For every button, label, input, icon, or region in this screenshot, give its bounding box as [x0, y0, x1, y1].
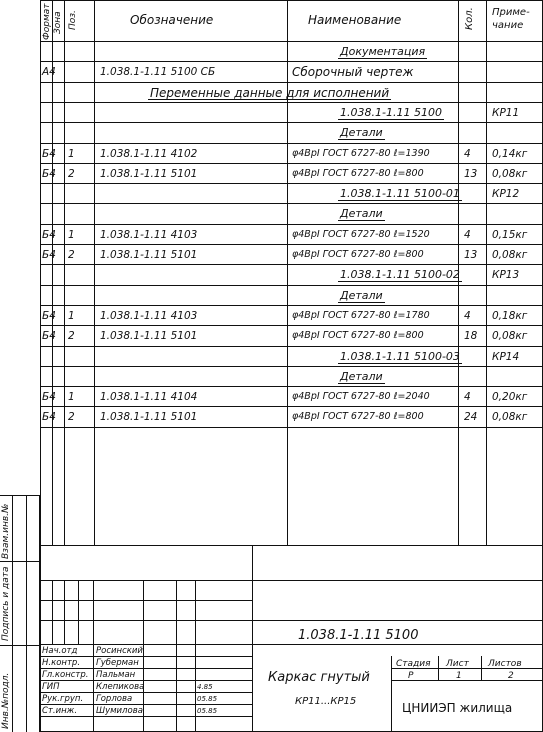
- cell-note: КР12: [492, 188, 520, 200]
- cell-qty: 4: [464, 148, 471, 160]
- cell-name: φ4ВрI ГОСТ 6727-80 ℓ=1390: [292, 148, 430, 159]
- tb-line: [481, 656, 482, 680]
- signer-role: Ст.инж.: [42, 706, 78, 716]
- header-designation: Обозначение: [130, 13, 214, 27]
- row-line: [40, 366, 543, 367]
- signer-role: Н.контр.: [42, 658, 81, 668]
- row-line: [40, 163, 543, 164]
- tb-line: [252, 545, 253, 732]
- header-line: [40, 41, 543, 42]
- cell-designation: 1.038.1-1.11 5100 СБ: [100, 66, 216, 78]
- side-line: [12, 495, 13, 732]
- cell-qty: 13: [464, 168, 478, 180]
- tb-line: [40, 620, 543, 621]
- cell-name: 1.038.1-1.11 5100-02: [340, 268, 460, 281]
- cell-pos: 1: [68, 391, 75, 403]
- cell-name: 1.038.1-1.11 5100: [340, 106, 442, 119]
- signer-role: Рук.груп.: [42, 694, 84, 704]
- tb-sheet-label: Лист: [446, 659, 469, 669]
- row-line: [40, 183, 543, 184]
- row-line: [40, 203, 543, 204]
- signer-name: Росинский: [96, 646, 143, 656]
- cell-pos: 2: [68, 411, 75, 423]
- signer-date: 05.85: [197, 707, 218, 715]
- cell-name: φ4ВрI ГОСТ 6727-80 ℓ=800: [292, 330, 424, 341]
- side-inv-replace: Взам.инв.№: [1, 503, 11, 559]
- row-line: [40, 406, 543, 407]
- cell-format: Б4: [42, 391, 56, 403]
- signer-name: Горлова: [96, 694, 133, 704]
- cell-format: Б4: [42, 229, 56, 241]
- cell-name: Детали: [340, 370, 383, 383]
- frame-top: [40, 0, 543, 1]
- tb-title: Каркас гнутый: [268, 670, 370, 685]
- cell-qty: 18: [464, 330, 478, 342]
- cell-format: Б4: [42, 310, 56, 322]
- tb-line: [40, 580, 543, 581]
- signer-name: Пальман: [96, 670, 136, 680]
- row-line: [40, 82, 543, 83]
- cell-name: Детали: [340, 289, 383, 302]
- cell-note: 0,14кг: [492, 148, 528, 160]
- cell-name: 1.038.1-1.11 5100-03: [340, 350, 460, 363]
- cell-note: 0,20кг: [492, 391, 528, 403]
- tb-line: [64, 580, 65, 644]
- tb-line: [52, 580, 53, 644]
- cell-note: 0,08кг: [492, 411, 528, 423]
- cell-designation: 1.038.1-1.11 5101: [100, 411, 198, 423]
- row-line: [40, 61, 543, 62]
- cell-name: φ4ВрI ГОСТ 6727-80 ℓ=2040: [292, 391, 430, 402]
- side-stamp: [0, 495, 40, 732]
- cell-pos: 2: [68, 249, 75, 261]
- signer-role: Нач.отд: [42, 646, 78, 656]
- header-qty: Кол.: [464, 7, 475, 30]
- side-line: [0, 561, 40, 562]
- tb-subtitle: КР11...КР15: [295, 696, 357, 707]
- cell-note: КР11: [492, 107, 520, 119]
- header-note: Приме-чание: [492, 7, 530, 31]
- cell-note: КР13: [492, 269, 520, 281]
- cell-note: КР14: [492, 351, 520, 363]
- cell-qty: 13: [464, 249, 478, 261]
- cell-designation: 1.038.1-1.11 4103: [100, 310, 198, 322]
- row-line: [40, 346, 543, 347]
- row-line: [40, 102, 543, 103]
- cell-qty: 4: [464, 310, 471, 322]
- header-name: Наименование: [308, 13, 402, 27]
- cell-name: φ4ВрI ГОСТ 6727-80 ℓ=800: [292, 411, 424, 422]
- cell-pos: 2: [68, 330, 75, 342]
- cell-format: А4: [42, 66, 56, 78]
- row-line: [40, 264, 543, 265]
- side-sign-date: Подпись и дата: [1, 566, 11, 641]
- header-zone: Зона: [53, 11, 63, 34]
- tb-sheets-label: Листов: [488, 659, 522, 669]
- side-line: [0, 645, 40, 646]
- cell-format: Б4: [42, 411, 56, 423]
- signer-date: 05.85: [197, 695, 218, 703]
- cell-name: φ4ВрI ГОСТ 6727-80 ℓ=800: [292, 168, 424, 179]
- side-line: [0, 495, 40, 496]
- cell-qty: 4: [464, 391, 471, 403]
- header-format: Формат: [42, 3, 52, 40]
- cell-designation: 1.038.1-1.11 4104: [100, 391, 198, 403]
- cell-pos: 1: [68, 148, 75, 160]
- row-line: [40, 386, 543, 387]
- row-line: [40, 285, 543, 286]
- tb-doc-number: 1.038.1-1.11 5100: [298, 628, 419, 643]
- signer-role: ГИП: [42, 682, 60, 692]
- cell-note: 0,08кг: [492, 168, 528, 180]
- cell-format: Б4: [42, 249, 56, 261]
- row-line: [40, 224, 543, 225]
- signer-name: Губерман: [96, 658, 139, 668]
- cell-name: φ4ВрI ГОСТ 6727-80 ℓ=1520: [292, 229, 430, 240]
- row-line: [40, 427, 543, 428]
- cell-format: Б4: [42, 168, 56, 180]
- cell-name: Документация: [340, 45, 426, 58]
- cell-format: Б4: [42, 330, 56, 342]
- cell-note: 0,08кг: [492, 330, 528, 342]
- row-line: [40, 122, 543, 123]
- cell-name: φ4ВрI ГОСТ 6727-80 ℓ=800: [292, 249, 424, 260]
- tb-stage: Р: [408, 671, 414, 681]
- signer-name: Клепикова: [96, 682, 145, 692]
- cell-designation: Переменные данные для исполнений: [150, 86, 390, 100]
- signer-name: Шумилова: [96, 706, 143, 716]
- cell-qty: 4: [464, 229, 471, 241]
- spec-bottom-line: [40, 545, 543, 546]
- tb-line: [40, 600, 252, 601]
- tb-line: [143, 580, 144, 732]
- signer-role: Гл.констр.: [42, 670, 89, 680]
- tb-line: [438, 656, 439, 680]
- cell-designation: 1.038.1-1.11 5101: [100, 330, 198, 342]
- row-line: [40, 143, 543, 144]
- cell-designation: 1.038.1-1.11 5101: [100, 249, 198, 261]
- tb-org: ЦНИИЭП жилища: [402, 701, 513, 715]
- cell-qty: 24: [464, 411, 478, 423]
- tb-line: [391, 680, 543, 681]
- cell-note: 0,08кг: [492, 249, 528, 261]
- cell-name: φ4ВрI ГОСТ 6727-80 ℓ=1780: [292, 310, 430, 321]
- side-line: [26, 495, 27, 732]
- signer-date: 4.85: [197, 683, 213, 691]
- spec-sheet: [40, 0, 543, 732]
- header-pos: Поз.: [68, 10, 78, 30]
- cell-name: Детали: [340, 126, 383, 139]
- tb-line: [195, 580, 196, 732]
- cell-pos: 1: [68, 310, 75, 322]
- tb-stage-label: Стадия: [396, 659, 431, 669]
- row-line: [40, 244, 543, 245]
- cell-pos: 2: [68, 168, 75, 180]
- row-line: [40, 305, 543, 306]
- tb-line: [176, 580, 177, 732]
- row-line: [40, 325, 543, 326]
- cell-name: 1.038.1-1.11 5100-01: [340, 187, 460, 200]
- cell-name: Сборочный чертеж: [292, 65, 414, 79]
- cell-note: 0,15кг: [492, 229, 528, 241]
- cell-designation: 1.038.1-1.11 4102: [100, 148, 198, 160]
- cell-note: 0,18кг: [492, 310, 528, 322]
- cell-designation: 1.038.1-1.11 4103: [100, 229, 198, 241]
- tb-line: [93, 580, 94, 732]
- cell-designation: 1.038.1-1.11 5101: [100, 168, 198, 180]
- cell-name: Детали: [340, 207, 383, 220]
- tb-line: [78, 580, 79, 644]
- tb-sheets: 2: [508, 671, 514, 681]
- cell-format: Б4: [42, 148, 56, 160]
- side-inv-orig: Инв.№подл.: [1, 672, 11, 729]
- cell-pos: 1: [68, 229, 75, 241]
- tb-sheet: 1: [456, 671, 462, 681]
